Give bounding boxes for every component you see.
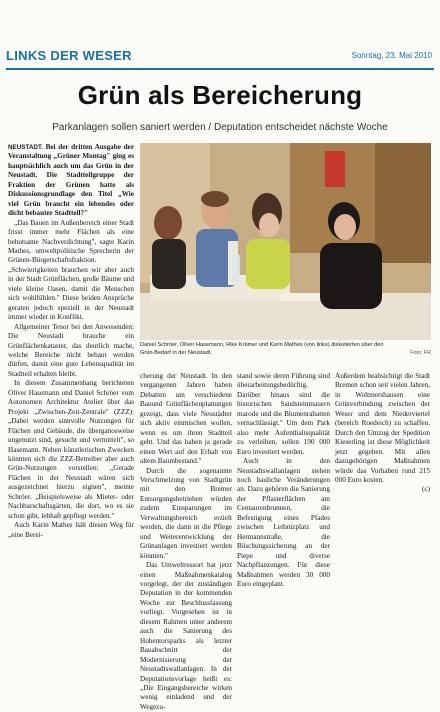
photo-credit: Foto: FR [410, 349, 431, 356]
article-paragraph: Auch in den Neustadtswallanlagen stehen noch bauliche Veränderungen an. Dazu gehören die Sanierung der Pflasterflächen am Centaurenbrunnen, die Befestigung eines Pfades zwischen Leibnizplatz und Hermannstraße, die Böschungssicherung an der Piepe und diverse Nachpflanzungen. Für diese Maßnahmen werden 30 000 Euro eingeplant. [237, 457, 330, 588]
article-paragraph: Außerdem beabsichtigt die Stadt Bremen schon seit vielen Jahren, in Woltmershausen eine Grünverbindung zwischen der Weser und dem Niederviertel (bereich Roedeich) zu schaffen. Durch den Umzug der Spedition Kieserling ist diese Möglichkeit jetzt gegeben. Mit allen dazugehörigen Maßnahmen würde das Vorhaben rund 215 000 Euro kosten. [335, 372, 430, 484]
section-title: LINKS DER WESER [6, 48, 132, 63]
dateline: NEUSTADT. [8, 144, 43, 151]
article-column-4 [335, 372, 430, 689]
subheadline: Parkanlagen sollen saniert werden / Deputation entscheidet nächste Woche [52, 122, 388, 133]
article-end-mark: (c) [422, 485, 430, 494]
article-lead: Bei der dritten Ausgabe der Veranstaltung „Grüner Montag" ging es hauptsächlich auch um das Grün in der Neustadt. Die Stadtteilgruppe der Fraktion der Grünen hatte als Diskussionsgrundlage den Titel „Wie viel Grün braucht ein lebendes oder dicht bebauter Stadtteil?" [8, 143, 135, 218]
photo-caption-text: Daniel Schröer, Oliver Hasemann, Rike Krämer und Karin Mathes (von links) diskutierten über den Grün-Bedarf in der Neustadt. [140, 342, 384, 356]
article-lead-paragraph [8, 143, 134, 219]
photo-caption [140, 342, 431, 368]
headline: Grün als Bereicherung [77, 80, 363, 110]
event-photo [140, 143, 431, 340]
article-paragraph: Allgemeiner Tenor bei den Anwesenden: Die Neustadt brauche ein Grünflächenkataster, das deutlich mache, welche Bereiche nicht bebaut werden dürfen, damit eine gute Lebensqualität im Stadtteil erhalten bleibt. [8, 322, 134, 378]
article-column-2 [140, 372, 232, 711]
article-paragraph: In diesem Zusammenhang berichteten Oliver Hasemann und Daniel Schröer vom Autonomen Architektur Atelier über das Projekt „Zwischen-Zeit-Zentrale" (ZZZ): „Dabei werden sinnvolle Nutzungen für Flächen und Gebäude, die überganosweise ungenutzt sind, gesucht und vermittelt", so Hasemann. Neben künstlerischen Zwecken könnten sich die ZZZ-Betreiber aber auch Grün-Nutzungen vorstellen: „Gerade Flächen in der Neustadt wären sich ausgezeichnet hierzu eignen", meinte Schröer. „Beispielsweise als Mieter- oder Nachbarschaftsgärten, die dort, wo es sie schon gibt, lebhaft gepflegt werden." [8, 379, 134, 520]
article-paragraph: Durch die sogenannte Verschmelzung von Stadtgrün mit den Bremer Entsorgungsbetrieben würden zudem Einsparungen im Verwaltungsbereich erzielt werden, die dann in die Pflege und Weiterentwicklung der Grünanlagen investiert werden könnten." [140, 466, 232, 560]
article-paragraph: cherung der Neustadt. In den vergangenen Jahren haben Debatten um verschiedene Bauund Grünflächenplanungen gezeigt, dass viele Neustädter sich aktiv einmischen wollen, wenn es um ihren Stadtteil geht. Und das haben ja gerade einen Wert auf den Erhalt von altem Baumbestand." [140, 372, 232, 466]
article-paragraph: Das Umweltressort hat jetzt einen Maßnahmenkatalog vorgelegt, der der zuständigen Deputation in der kommenden Woche zur Beschlussfassung vorliegt. Vorgesehen ist in diesem Rahmen unter anderem auch die Sanierung des Hohentorsparks als letzter Bauabschnitt der Modernisierung der Neustadtswallanlagen. In der Deputationsvorlage heißt es: „Die Eingangsbereiche wirken wenig einladend und der Wegezu- [140, 561, 232, 711]
article-paragraph: stand sowie deren Führung sind überarbeitungsbedürftig. Darüber hinaus sind die historischen Sandsteinmauern marode und die Blumenrabatten vernachlässigt." Um dem Park also mehr Aufenthaltsqualität zu verleihen, sollen 190 000 Euro investiert werden. [237, 372, 330, 456]
article-paragraph: Auch Karin Mathes hält diesen Weg für „eine Berei- [8, 521, 134, 539]
article-column-1 [8, 143, 134, 689]
article-column-3 [237, 372, 330, 689]
edition-date: Sonntag, 23. Mai 2010 [351, 51, 432, 60]
section-header [6, 48, 434, 70]
event-photo-image [140, 143, 431, 340]
article-paragraph: „Das Bauen im Außenbereich einer Stadt frisst immer mehr Flächen als eine behutsame Nachverdichtung", sagte Karin Mathes, umweltpolitische Sprecherin der Grünen-Bürgerschaftsfraktion. „Schwierigkeiten brauchen wir aber auch in der Stadt Grünflächen, große Bäume und viele kleine Oasen, damit die Menschen sich wohlfühlen." Diese beiden Ansprüche geraten jedoch speziell in der Neustadt immer wieder in Konflikt. [8, 218, 134, 322]
